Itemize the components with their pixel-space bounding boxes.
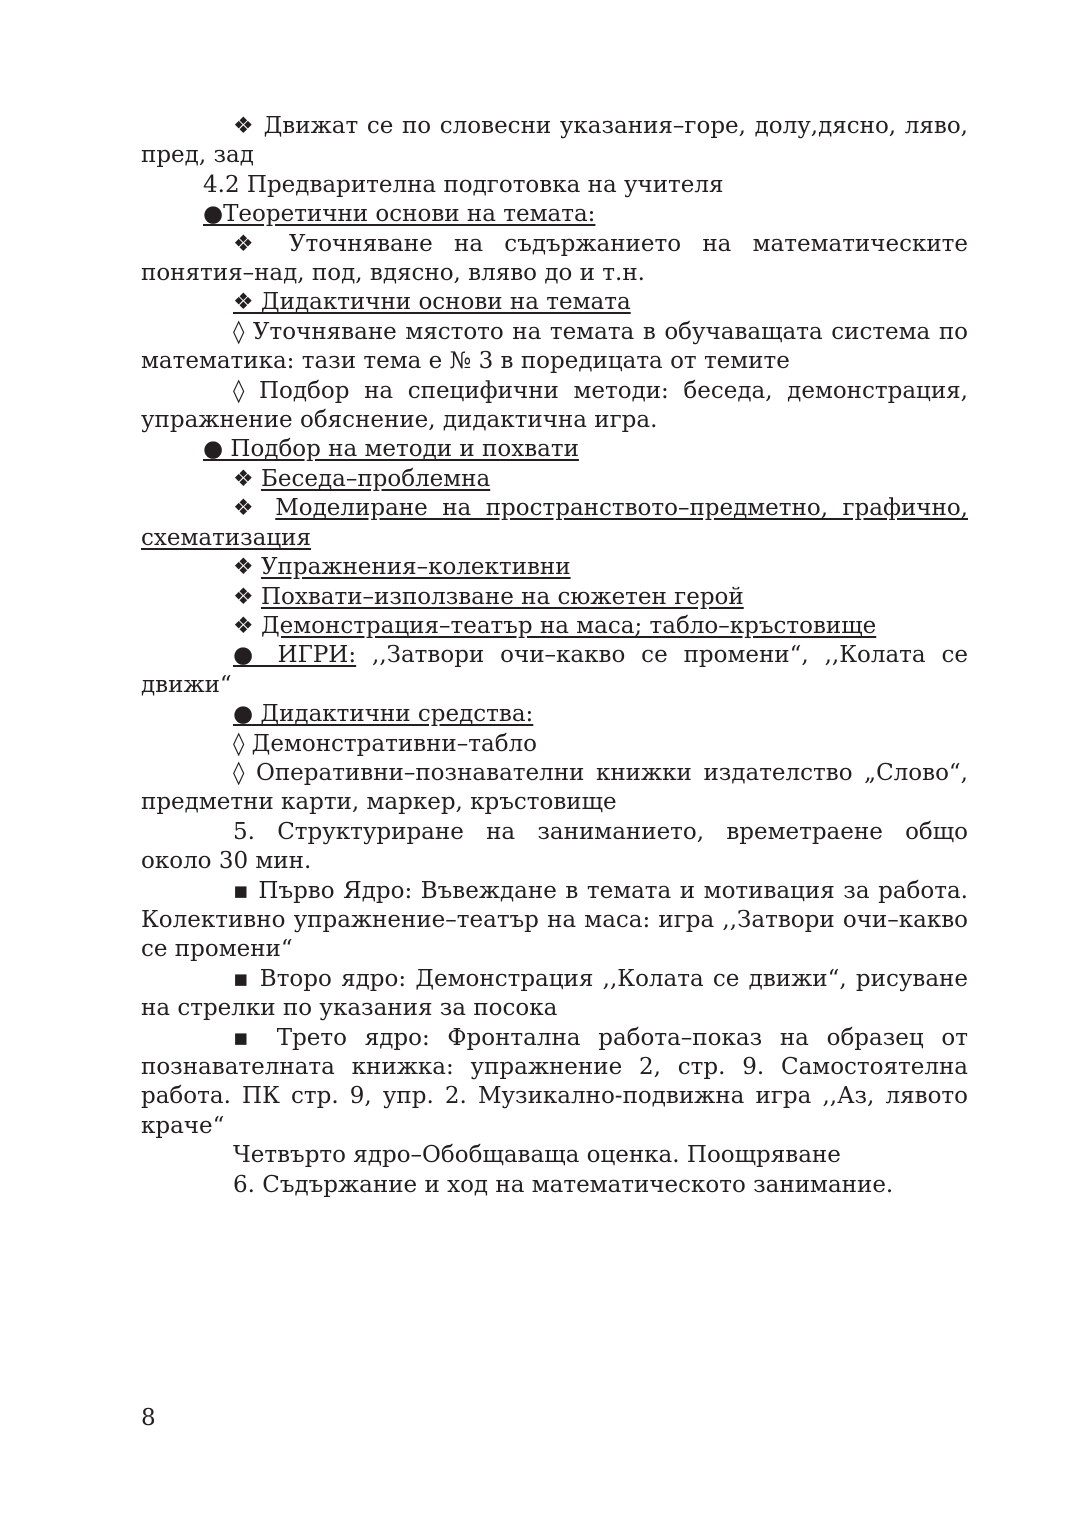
- page-number: 8: [141, 1405, 156, 1431]
- games-list: ,,Затвори очи–какво се промени“, ,,Колата се движи“: [141, 642, 969, 698]
- list-item-exercises: [141, 553, 968, 582]
- list-item-demonstration-text: Демонстрация–театър на маса; табло–кръстовище: [260, 612, 877, 639]
- paragraph-methods: ◊ Подбор на специфични методи: беседа, демонстрация, упражнение обяснение, дидактична игра.: [141, 377, 968, 434]
- heading-didactic-means-text: ● Дидактични средства:: [233, 701, 534, 728]
- list-item-conversation-text: Беседа–проблемна: [260, 465, 491, 492]
- list-item-conversation: [141, 465, 968, 494]
- heading-didactic-means: [141, 700, 968, 729]
- list-item-demonstration: [141, 612, 968, 641]
- paragraph-fourth-core: Четвърто ядро–Обобщаваща оценка. Поощряване: [233, 1142, 841, 1169]
- list-item-modeling: [141, 494, 968, 553]
- paragraph-content: 6. Съдържание и ход на математическото занимание.: [233, 1171, 894, 1198]
- paragraph-concepts: ❖ Уточняване на съдържанието на математическите понятия–над, под, вдясно, вляво до и т.н.: [141, 230, 968, 287]
- heading-didactic: [141, 288, 968, 317]
- paragraph-operative: ◊ Оперативни–познавателни книжки издателство „Слово“, предметни карти, маркер, кръстовище: [141, 759, 968, 816]
- heading-methods-selection-text: ● Подбор на методи и похвати: [203, 436, 579, 463]
- games-line: [141, 641, 968, 700]
- paragraph-movement: ❖ Движат се по словесни указания–горе, долу,дясно, ляво, пред, зад: [141, 113, 968, 169]
- bullet-symbol: ❖: [233, 612, 261, 639]
- document-body: [141, 112, 968, 1200]
- bullet-symbol: ❖: [233, 465, 261, 492]
- heading-didactic-text: ❖ Дидактични основи на темата: [233, 289, 631, 316]
- paragraph-third-core: ▪ Трето ядро: Фронтална работа–показ на образец от познавателната книжка: упражнение 2, стр. 9. Самостоятелна работа. ПК стр. 9, упр. 2. Музикално-подвижна игра ,,Аз, лявото краче“: [141, 1024, 968, 1139]
- paragraph-second-core: ▪ Второ ядро: Демонстрация ,,Колата се движи“, рисуване на стрелки по указания за посока: [141, 965, 968, 1022]
- list-item-techniques: [141, 583, 968, 612]
- list-item-modeling-text: Моделиране на пространството–предметно, графично, схематизация: [141, 495, 968, 551]
- heading-theoretical-text: ●Теоретични основи на темата:: [203, 201, 596, 228]
- paragraph-demonstrative: ◊ Демонстративни–табло: [233, 730, 537, 757]
- paragraph-structure: 5. Структуриране на заниманието, времетраене общо около 30 мин.: [141, 818, 968, 875]
- list-item-techniques-text: Похвати–използване на сюжетен герой: [260, 583, 744, 610]
- heading-methods-selection: [141, 435, 968, 464]
- games-label: ● ИГРИ:: [233, 642, 357, 669]
- bullet-symbol: ❖: [233, 495, 276, 522]
- bullet-symbol: ❖: [233, 554, 261, 581]
- paragraph-first-core: ▪ Първо Ядро: Въвеждане в темата и мотивация за работа. Колективно упражнение–театър на маса: игра ,,Затвори очи–какво се промени“: [141, 877, 968, 963]
- section-heading-4-2: 4.2 Предварителна подготовка на учителя: [203, 171, 724, 198]
- heading-theoretical: [141, 200, 968, 229]
- list-item-exercises-text: Упражнения–колективни: [260, 554, 571, 581]
- bullet-symbol: ❖: [233, 583, 261, 610]
- paragraph-topic-place: ◊ Уточняване мястото на темата в обучаващата система по математика: тази тема е № 3 в поредицата от темите: [141, 318, 968, 375]
